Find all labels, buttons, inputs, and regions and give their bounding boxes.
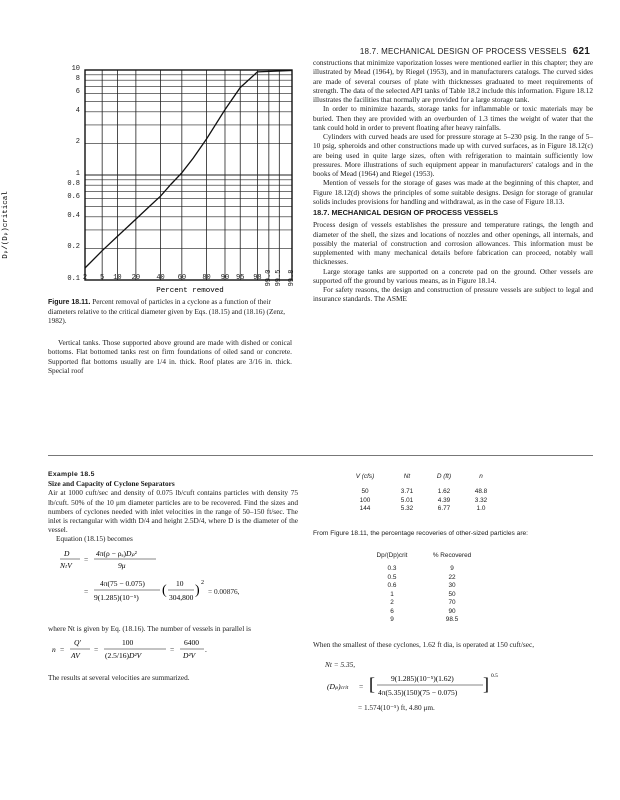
x-tick-label: 99.8 xyxy=(288,269,296,287)
y-tick-label: 0.4 xyxy=(67,211,80,220)
col-header: D (ft) xyxy=(436,473,452,480)
paragraph-1: constructions that minimize vaporization losses were mentioned earlier in this chapter; they are illustrated by Mead (1964), by Riegel (1953), and in manufacturers catalogs. The curved sides are made of several courses of plate with thicknesses graduated to meet requirements of strength. The data of the selected API tanks of Table 18.2 include this information. Figure 18.12 illustrates the facilities that normally are provided for a large storage tank. xyxy=(313,58,593,104)
svg-text:4π(75 − 0.075): 4π(75 − 0.075) xyxy=(100,578,145,588)
table-header-row xyxy=(340,473,498,482)
x-tick-label: 2 xyxy=(82,274,88,282)
equation-intro: Equation (18.15) becomes xyxy=(56,534,133,544)
y-tick-label: 4 xyxy=(75,106,80,115)
x-tick-label: 99.0 xyxy=(264,269,273,287)
x-tick-label: 10 xyxy=(113,274,122,282)
x-tick-label: 80 xyxy=(202,274,211,282)
svg-text:304,800: 304,800 xyxy=(169,592,194,602)
svg-text:AV: AV xyxy=(71,650,80,660)
col-header: Nt xyxy=(403,473,411,480)
example-divider xyxy=(48,455,593,456)
chart-grid xyxy=(85,70,292,280)
example-problem: Air at 1000 cuft/sec and density of 0.075 lb/cuft contains particles with density 75 lb/cuft. 50% of the 10 μm diameter particles are to be recovered. Find the sizes and numbers of cyclones needed with inlet velocities in the range of 50–150 ft/sec. The inlet is rectangular with width D/4 and height 2.5D/4, where D is the diameter of the vessel. xyxy=(48,488,298,535)
col-header: V (cfs) xyxy=(355,473,375,480)
svg-text:100: 100 xyxy=(122,637,134,647)
svg-text:(: ( xyxy=(162,582,167,598)
svg-text:D: D xyxy=(64,548,70,558)
table-row: 100 5.01 4.39 3.32 xyxy=(359,496,488,504)
final-result: = 1.574(10⁻⁵) ft, 4.80 μm. xyxy=(358,703,435,712)
series-line-removal xyxy=(85,71,292,269)
svg-text:=: = xyxy=(359,682,364,691)
y-tick-label: 0.8 xyxy=(67,180,80,189)
paragraph-5: Process design of vessels establishes the pressure and temperature ratings, the length and diameter of the shell, the sizes and locations of nozzles and other openings, all internals, and possibly the material of construction and corrosion allowances. This information must be supplemented with many mechanical details before fabrication can proceed, notably wall thicknesses. xyxy=(313,220,593,267)
example-closing: The results at several velocities are summarized. xyxy=(48,672,190,682)
paragraph-3: Cylinders with curved heads are used for pressure storage at 5–230 psig. In the range of 5–10 psig, spheroids and other constructions made up with curved surfaces, as in Figure 18.12(c) are being used in quite large sizes, often with refrigeration to maintain sufficiently low pressures. More illustrations of such equipment appear in manufacturers' catalogs and in the books of Mead (1964) and Riegel (1953). xyxy=(313,132,593,178)
svg-text:=: = xyxy=(60,644,65,654)
table-row: 1 50 xyxy=(390,590,456,598)
y-tick-label: 8 xyxy=(75,75,80,84)
section-heading: 18.7. MECHANICAL DESIGN OF PROCESS VESSELS xyxy=(313,208,499,217)
svg-text:9(1.285)(10⁻⁵): 9(1.285)(10⁻⁵) xyxy=(94,592,139,602)
critical-diameter-equation xyxy=(313,668,593,704)
svg-text:9(1.285)(10⁻⁵)(1.62): 9(1.285)(10⁻⁵)(1.62) xyxy=(391,674,454,683)
svg-text:4π(ρ − ρₐ)Dₚ²: 4π(ρ − ρₐ)Dₚ² xyxy=(96,548,137,558)
svg-text:]: ] xyxy=(483,674,489,694)
col-header: n xyxy=(479,473,483,480)
y-tick-label: 10 xyxy=(71,65,80,73)
svg-text:=: = xyxy=(84,586,89,596)
svg-text:9μ: 9μ xyxy=(118,560,126,570)
recovery-table xyxy=(362,552,482,625)
final-text: When the smallest of these cyclones, 1.62 ft dia, is operated at 150 cuft/sec, xyxy=(313,640,535,649)
paragraph-2: In order to minimize hazards, storage tanks for inflammable or toxic materials may be buried. Then they are provided with an overburden of 1.3 times the weight of water that the tank could hold in order to prevent floating after heavy rainfalls. xyxy=(313,104,593,132)
x-tick-label: 99.5 xyxy=(275,269,284,287)
table-row: 6 90 xyxy=(390,607,456,615)
x-tick-label: 60 xyxy=(177,274,187,282)
paragraph-7: For safety reasons, the design and construction of pressure vessels are subject to legal and insurance standards. The ASME xyxy=(313,285,593,304)
svg-text:.: . xyxy=(205,644,207,654)
page-number: 621 xyxy=(572,46,590,57)
svg-text:(Dₚ)crit: (Dₚ)crit xyxy=(327,682,349,691)
svg-text:Q': Q' xyxy=(74,637,82,647)
recovery-intro: From Figure 18.11, the percentage recoveries of other-sized particles are: xyxy=(313,530,529,537)
cyclone-equation xyxy=(48,544,298,624)
svg-text:=: = xyxy=(84,554,89,564)
svg-text:): ) xyxy=(195,582,200,598)
svg-text:=: = xyxy=(170,644,175,654)
x-tick-label: 95 xyxy=(236,274,245,282)
where-text: where Nt is given by Eq. (18.16). The number of vessels in parallel is xyxy=(48,623,251,633)
y-axis-label: Dₚ/(Dₚ)critical xyxy=(2,191,10,259)
left-column xyxy=(48,338,292,375)
y-tick-label: 6 xyxy=(75,88,80,97)
y-tick-label: 0.2 xyxy=(67,243,80,252)
x-tick-label: 5 xyxy=(100,274,105,282)
caption-text: Percent removal of particles in a cyclone as a function of their diameters relative to the critical diameter given by Eqs. (18.15) and (18.16) (Zenz, 1982). xyxy=(48,298,286,325)
svg-text:D²V: D²V xyxy=(183,650,196,660)
svg-text:4π(5.35)(150)(75 − 0.075): 4π(5.35)(150)(75 − 0.075) xyxy=(378,688,458,697)
example-block xyxy=(48,470,298,682)
example-title: Size and Capacity of Cyclone Separators xyxy=(48,479,175,489)
paragraph-4: Mention of vessels for the storage of gases was made at the beginning of this chapter, and Figure 18.12(d) shows the principles of some suitable designs. Design for storage of granular solids includes provisions for handling and withdrawal, as in the case of Figure 18.13. xyxy=(313,178,593,206)
figure-caption xyxy=(48,298,292,326)
svg-text:10: 10 xyxy=(176,578,184,588)
y-tick-label: 1 xyxy=(75,170,80,178)
parallel-vessels-equation xyxy=(48,633,298,667)
table-row: 50 3.71 1.62 48.8 xyxy=(361,488,488,495)
vertical-tanks-paragraph: Vertical tanks. Those supported above ground are made with dished or conical bottoms. Flat bottomed tanks rest on firm foundations of oiled sand or concrete. Supported flat bottoms usually are 1/4 in. thick. Roof plates are 3/16 in. thick. Special roof xyxy=(48,338,292,375)
table-row: 9 98.5 xyxy=(390,616,459,623)
svg-text:2: 2 xyxy=(201,579,204,586)
example-number: Example 18.5 xyxy=(48,471,95,478)
svg-text:NₜV: NₜV xyxy=(60,560,72,570)
svg-text:n: n xyxy=(52,644,56,654)
nt-value: Nt = 5.35, xyxy=(325,660,356,669)
x-tick-label: 98 xyxy=(253,274,262,282)
col-header: % Recovered xyxy=(432,552,472,559)
svg-text:6400: 6400 xyxy=(184,637,199,647)
svg-text:[: [ xyxy=(369,674,375,694)
table-row: 0.3 9 xyxy=(387,565,454,572)
equation-result: = 0.00876, xyxy=(208,586,240,596)
table-row: 144 5.32 6.77 1.0 xyxy=(359,505,486,512)
table-row: 2 70 xyxy=(390,599,456,606)
paragraph-6: Large storage tanks are supported on a concrete pad on the ground. Other vessels are supported off the ground by various means, as in Figure 18.14. xyxy=(313,266,593,285)
y-tick-label: 0.6 xyxy=(67,193,80,202)
caption-label: Figure 18.11. xyxy=(48,299,91,306)
table-row: 0.6 30 xyxy=(387,582,456,589)
y-tick-label: 0.1 xyxy=(67,275,80,283)
right-column xyxy=(313,58,593,304)
x-tick-label: 40 xyxy=(156,274,165,282)
running-title: 18.7. MECHANICAL DESIGN OF PROCESS VESSELS xyxy=(359,47,567,56)
y-tick-label: 2 xyxy=(75,138,80,147)
x-axis-label: Percent removed xyxy=(156,287,224,295)
col-header: Dp/(Dp)crit xyxy=(376,552,408,559)
table-row: 0.5 22 xyxy=(387,573,456,581)
svg-text:=: = xyxy=(94,644,99,654)
table-header-row xyxy=(362,552,482,561)
x-tick-label: 20 xyxy=(131,274,141,282)
svg-text:(2.5/16)D²V: (2.5/16)D²V xyxy=(105,650,142,660)
svg-text:0.5: 0.5 xyxy=(491,673,498,679)
x-tick-label: 90 xyxy=(220,274,230,282)
velocity-table xyxy=(340,473,498,514)
